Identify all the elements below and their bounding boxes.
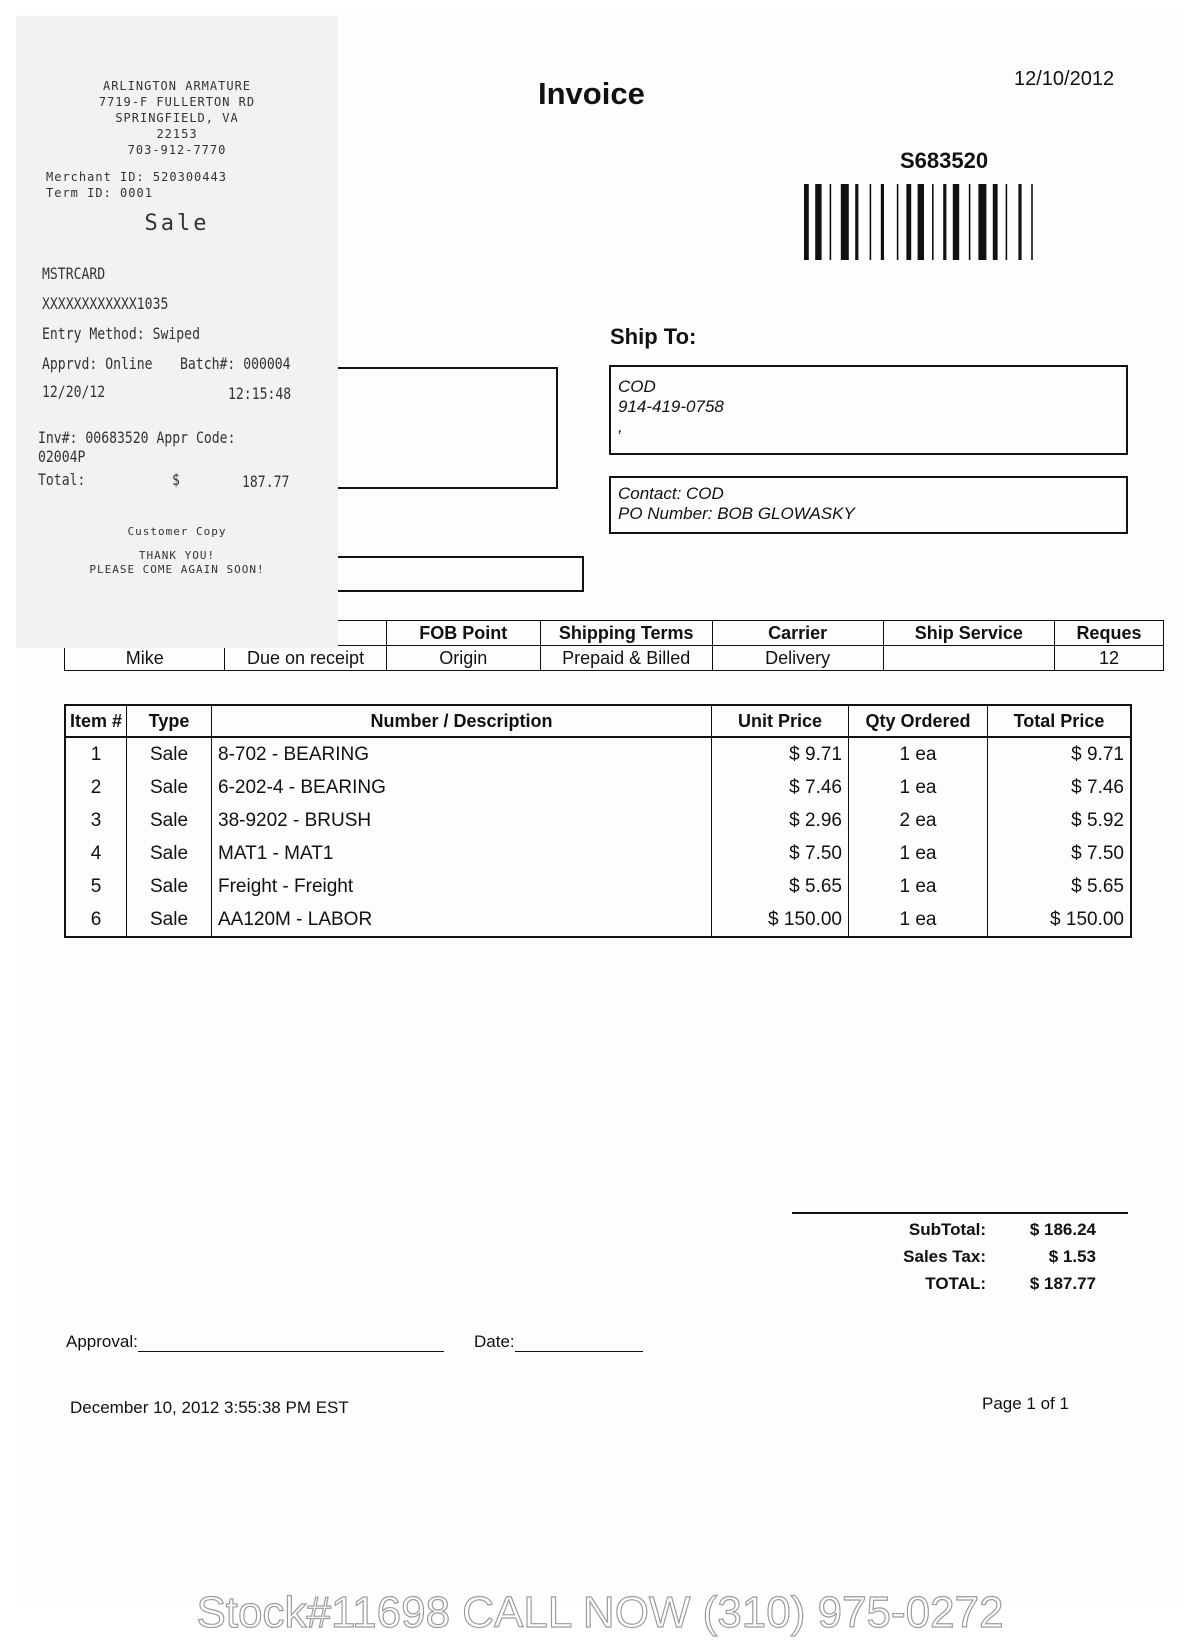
receipt-thanks: THANK YOU! bbox=[138, 549, 216, 562]
unit-price-cell: $ 7.50 bbox=[712, 837, 849, 870]
terms-header: Shipping Terms bbox=[540, 621, 712, 646]
invoice-number: S683520 bbox=[900, 148, 989, 173]
terms-cell bbox=[883, 646, 1054, 671]
sales-tax-row bbox=[792, 1241, 1128, 1268]
barcode-bar bbox=[1006, 184, 1008, 260]
barcode-bar bbox=[993, 184, 998, 260]
barcode-bar bbox=[978, 184, 986, 260]
unit-price-cell: $ 7.46 bbox=[712, 771, 849, 804]
sales-tax-label: Sales Tax: bbox=[903, 1247, 986, 1266]
terms-header: FOB Point bbox=[386, 621, 540, 646]
table-row bbox=[65, 870, 1131, 903]
ship-to-label: Ship To: bbox=[610, 324, 697, 349]
barcode-bar bbox=[881, 184, 884, 260]
receipt-batch: Batch#: 000004 bbox=[180, 354, 291, 373]
receipt-total-value: 187.77 bbox=[242, 472, 290, 491]
total-price-cell: $ 7.50 bbox=[988, 837, 1132, 870]
table-row bbox=[65, 771, 1131, 804]
item-number-cell: 4 bbox=[90, 842, 102, 864]
ship-to-line: 914-419-0758 bbox=[618, 397, 724, 416]
qty-cell: 2 ea bbox=[849, 804, 988, 837]
barcode-bar bbox=[870, 184, 872, 260]
subtotal-label: SubTotal: bbox=[908, 1220, 986, 1239]
ship-to-box bbox=[609, 365, 1128, 455]
barcode-bar bbox=[841, 184, 849, 260]
receipt-invoice-line: Inv#: 00683520 Appr Code: 02004P bbox=[38, 428, 236, 466]
total-label: TOTAL: bbox=[925, 1274, 986, 1293]
approval-label: Approval: bbox=[66, 1332, 138, 1351]
barcode-bar bbox=[815, 184, 821, 260]
terms-cell: Mike bbox=[65, 646, 225, 671]
total-price-cell: $ 5.65 bbox=[988, 870, 1132, 903]
qty-cell: 1 ea bbox=[849, 737, 988, 771]
line-items-table bbox=[64, 704, 1132, 938]
sales-tax-value: $ 1.53 bbox=[1048, 1247, 1096, 1266]
receipt-customer-copy: Customer Copy bbox=[127, 525, 227, 538]
header-item-number: Item # bbox=[65, 705, 127, 737]
po-number-line: PO Number: BOB GLOWASKY bbox=[618, 504, 855, 523]
barcode-bar bbox=[918, 184, 924, 260]
type-cell: Sale bbox=[127, 837, 212, 870]
type-cell: Sale bbox=[127, 903, 212, 937]
description-cell: 6-202-4 - BEARING bbox=[212, 771, 712, 804]
type-cell: Sale bbox=[127, 771, 212, 804]
table-row bbox=[65, 903, 1131, 937]
item-number-cell: 5 bbox=[90, 875, 102, 897]
qty-cell: 1 ea bbox=[849, 771, 988, 804]
barcode-bar bbox=[969, 184, 971, 260]
subtotal-row bbox=[792, 1214, 1128, 1241]
receipt-merchant-line: ARLINGTON ARMATURE bbox=[102, 79, 252, 93]
description-cell: AA120M - LABOR bbox=[212, 903, 712, 937]
unit-price-cell: $ 150.00 bbox=[712, 903, 849, 937]
receipt-approved: Apprvd: Online bbox=[42, 354, 153, 373]
receipt-total-label: Total: bbox=[38, 470, 86, 489]
receipt-card-type: MSTRCARD bbox=[42, 264, 106, 283]
receipt-time: 12:15:48 bbox=[228, 384, 292, 403]
receipt-merchant-id: Merchant ID: 520300443 bbox=[46, 170, 227, 184]
receipt-date: 12/20/12 bbox=[42, 382, 106, 401]
terms-header: Reques bbox=[1054, 621, 1163, 646]
terms-cell: 12 bbox=[1054, 646, 1163, 671]
approval-signature-line bbox=[138, 1333, 444, 1352]
totals-block bbox=[792, 1212, 1128, 1295]
date-signature-line bbox=[515, 1333, 643, 1352]
header-qty-ordered: Qty Ordered bbox=[849, 705, 988, 737]
invoice-date: 12/10/2012 bbox=[1014, 68, 1115, 90]
terms-cell: Delivery bbox=[712, 646, 883, 671]
stock-watermark: Stock#11698 CALL NOW (310) 975-0272 bbox=[196, 1588, 1004, 1637]
approval-field bbox=[66, 1332, 444, 1352]
description-cell: Freight - Freight bbox=[212, 870, 712, 903]
receipt-merchant-line: 7719-F FULLERTON RD bbox=[98, 95, 256, 109]
page-number: Page 1 of 1 bbox=[982, 1394, 1069, 1413]
barcode-bar bbox=[804, 184, 809, 260]
receipt-card-number: XXXXXXXXXXXX1035 bbox=[42, 294, 169, 313]
unit-price-cell: $ 5.65 bbox=[712, 870, 849, 903]
header-unit-price: Unit Price bbox=[712, 705, 849, 737]
receipt-merchant-line: 703-912-7770 bbox=[127, 143, 227, 157]
invoice-title: Invoice bbox=[538, 76, 645, 111]
qty-cell: 1 ea bbox=[849, 837, 988, 870]
type-cell: Sale bbox=[127, 737, 212, 771]
total-value: $ 187.77 bbox=[1029, 1274, 1096, 1293]
date-label: Date: bbox=[474, 1332, 515, 1351]
receipt-merchant-line: 22153 bbox=[156, 127, 198, 141]
header-total-price: Total Price bbox=[988, 705, 1132, 737]
item-number-cell: 6 bbox=[90, 908, 102, 930]
contact-box bbox=[609, 476, 1128, 534]
description-cell: 8-702 - BEARING bbox=[212, 737, 712, 771]
subtotal-value: $ 186.24 bbox=[1029, 1220, 1096, 1239]
terms-cell: Origin bbox=[386, 646, 540, 671]
unit-price-cell: $ 2.96 bbox=[712, 804, 849, 837]
date-field bbox=[474, 1332, 643, 1352]
receipt-sale-label: Sale bbox=[144, 211, 210, 236]
header-type: Type bbox=[127, 705, 212, 737]
total-row bbox=[792, 1268, 1128, 1295]
printed-timestamp: December 10, 2012 3:55:38 PM EST bbox=[70, 1398, 349, 1417]
header-description: Number / Description bbox=[212, 705, 712, 737]
ship-to-line: , bbox=[618, 417, 623, 436]
type-cell: Sale bbox=[127, 804, 212, 837]
barcode-bar bbox=[932, 184, 934, 260]
terms-cell: Prepaid & Billed bbox=[540, 646, 712, 671]
total-price-cell: $ 7.46 bbox=[988, 771, 1132, 804]
receipt-merchant-line: SPRINGFIELD, VA bbox=[115, 111, 239, 125]
card-receipt bbox=[16, 16, 338, 648]
terms-header: Ship Service bbox=[883, 621, 1054, 646]
barcode-bar bbox=[943, 184, 946, 260]
barcode-image bbox=[804, 184, 1094, 260]
table-row bbox=[65, 804, 1131, 837]
receipt-entry-method: Entry Method: Swiped bbox=[42, 324, 200, 343]
barcode-bar bbox=[830, 184, 832, 260]
description-cell: 38-9202 - BRUSH bbox=[212, 804, 712, 837]
bill-to-box bbox=[320, 367, 558, 489]
qty-cell: 1 ea bbox=[849, 870, 988, 903]
bill-to-extra-box bbox=[320, 556, 584, 592]
total-price-cell: $ 5.92 bbox=[988, 804, 1132, 837]
total-price-cell: $ 9.71 bbox=[988, 737, 1132, 771]
terms-cell: Due on receipt bbox=[225, 646, 386, 671]
table-row bbox=[65, 837, 1131, 870]
total-price-cell: $ 150.00 bbox=[988, 903, 1132, 937]
contact-line: Contact: COD bbox=[618, 484, 724, 503]
item-number-cell: 3 bbox=[90, 809, 102, 831]
type-cell: Sale bbox=[127, 870, 212, 903]
receipt-term-id: Term ID: 0001 bbox=[46, 186, 153, 200]
receipt-come-again: PLEASE COME AGAIN SOON! bbox=[89, 563, 265, 576]
barcode-bar bbox=[953, 184, 959, 260]
barcode-bar bbox=[855, 184, 858, 260]
receipt-total-currency: $ bbox=[172, 470, 180, 489]
unit-price-cell: $ 9.71 bbox=[712, 737, 849, 771]
barcode-bar bbox=[1018, 184, 1021, 260]
item-number-cell: 2 bbox=[90, 776, 102, 798]
table-row bbox=[65, 737, 1131, 771]
barcode-bar bbox=[906, 184, 911, 260]
terms-header: Carrier bbox=[712, 621, 883, 646]
barcode-bar bbox=[1031, 184, 1033, 260]
description-cell: MAT1 - MAT1 bbox=[212, 837, 712, 870]
barcode-bar bbox=[897, 184, 899, 260]
ship-to-line: COD bbox=[618, 377, 656, 396]
qty-cell: 1 ea bbox=[849, 903, 988, 937]
item-number-cell: 1 bbox=[90, 743, 102, 765]
